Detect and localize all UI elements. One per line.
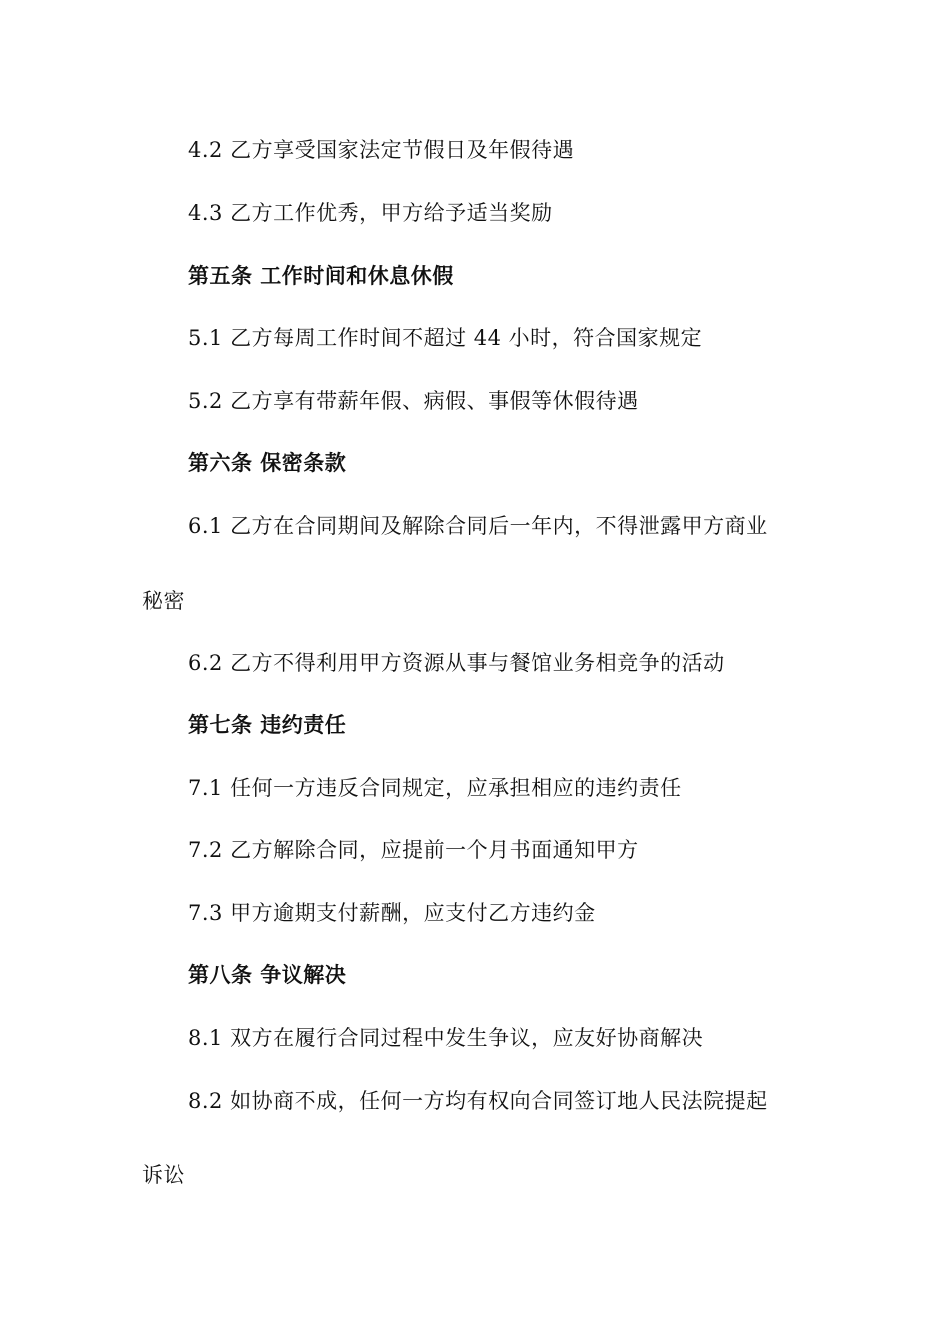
article-7-heading: 第七条 违约责任 bbox=[188, 712, 347, 737]
clause-6-2: 6.2 乙方不得利用甲方资源从事与餐馆业务相竞争的活动 bbox=[188, 651, 725, 675]
clause-7-3: 7.3 甲方逾期支付薪酬，应支付乙方违约金 bbox=[188, 901, 596, 925]
clause-7-1: 7.1 任何一方违反合同规定，应承担相应的违约责任 bbox=[188, 776, 682, 800]
clause-4-3: 4.3 乙方工作优秀，甲方给予适当奖励 bbox=[188, 201, 553, 225]
clause-8-2: 8.2 如协商不成，任何一方均有权向合同签订地人民法院提起 bbox=[188, 1089, 768, 1113]
clause-5-1: 5.1 乙方每周工作时间不超过 44 小时，符合国家规定 bbox=[188, 326, 703, 350]
clause-6-1: 6.1 乙方在合同期间及解除合同后一年内，不得泄露甲方商业 bbox=[188, 514, 768, 538]
clause-8-1: 8.1 双方在履行合同过程中发生争议，应友好协商解决 bbox=[188, 1026, 704, 1050]
article-8-heading: 第八条 争议解决 bbox=[188, 962, 347, 987]
article-6-heading: 第六条 保密条款 bbox=[188, 450, 347, 475]
clause-7-2: 7.2 乙方解除合同，应提前一个月书面通知甲方 bbox=[188, 838, 639, 862]
clause-4-2: 4.2 乙方享受国家法定节假日及年假待遇 bbox=[188, 138, 575, 162]
clause-8-2-continuation: 诉讼 bbox=[142, 1163, 185, 1187]
clause-5-2: 5.2 乙方享有带薪年假、病假、事假等休假待遇 bbox=[188, 389, 639, 413]
article-5-heading: 第五条 工作时间和休息休假 bbox=[188, 263, 454, 288]
clause-6-1-continuation: 秘密 bbox=[142, 589, 185, 613]
